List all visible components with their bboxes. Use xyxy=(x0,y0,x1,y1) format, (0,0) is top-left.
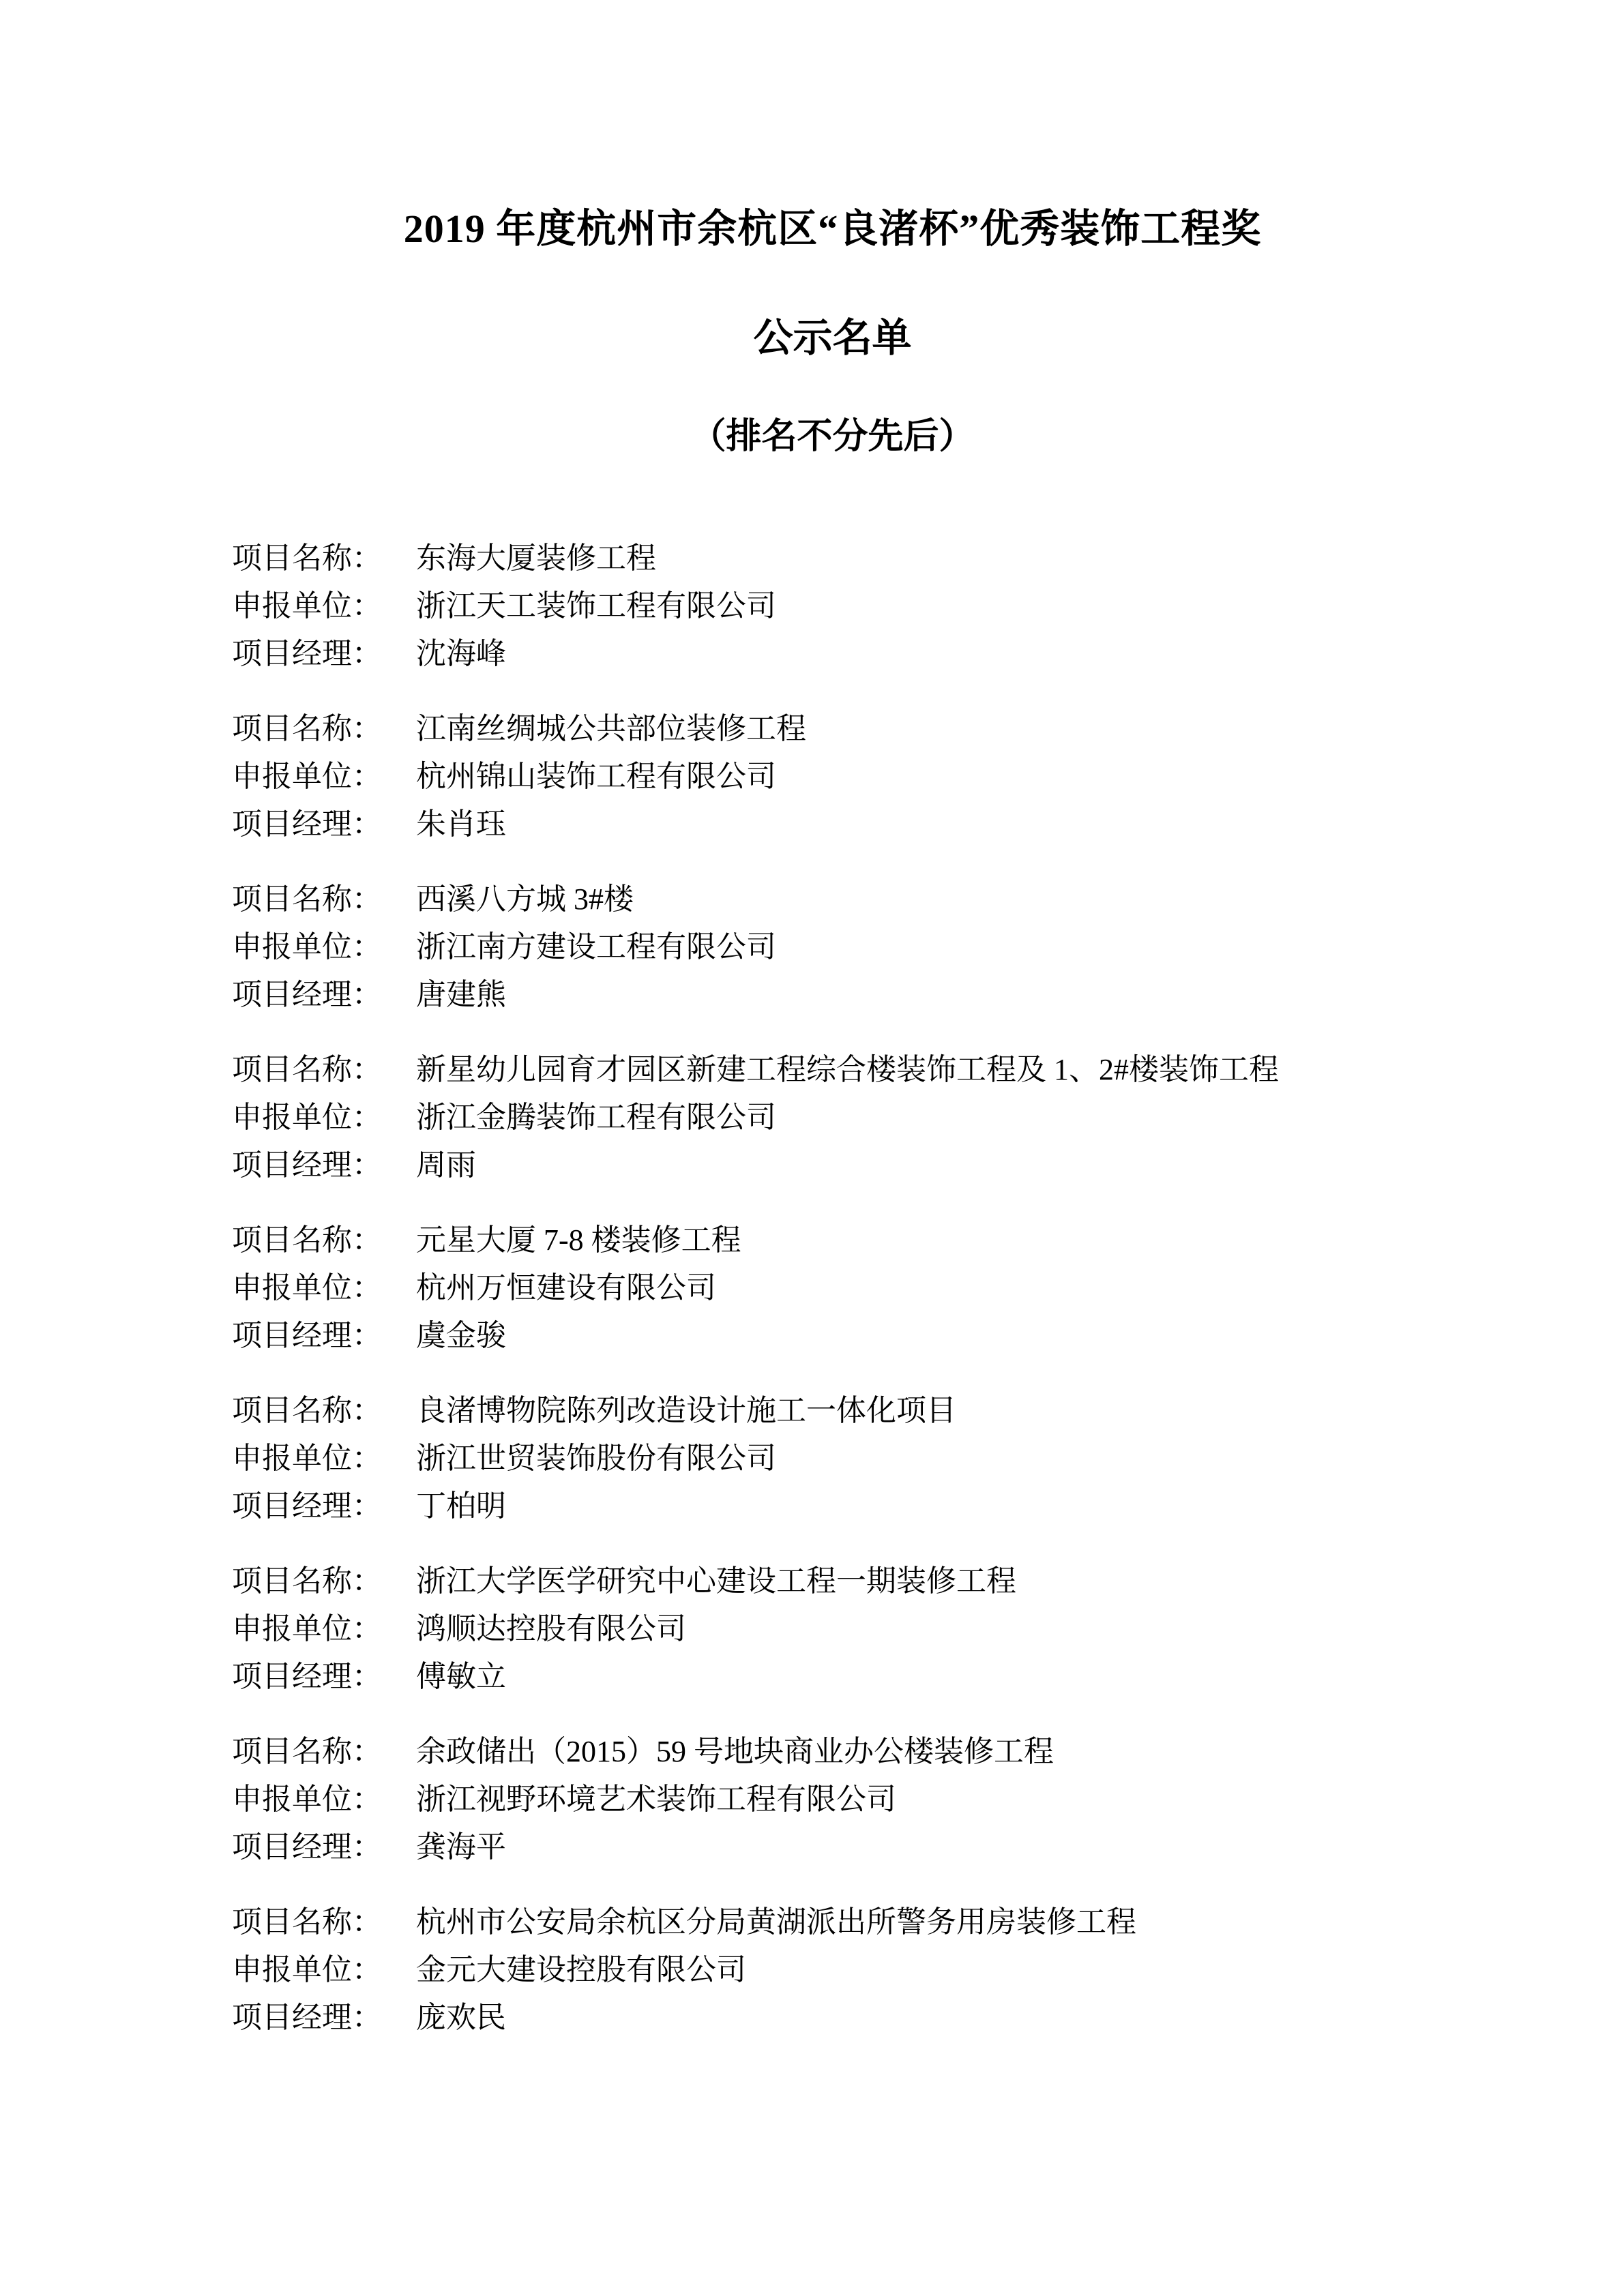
applicant-unit-value: 浙江天工装饰工程有限公司 xyxy=(416,589,776,623)
project-name-value: 新星幼儿园育才园区新建工程综合楼装饰工程及 1、2#楼装饰工程 xyxy=(416,1053,1279,1087)
project-entry xyxy=(232,1728,1433,1871)
project-name-value: 元星大厦 7-8 楼装修工程 xyxy=(416,1223,741,1257)
applicant-unit-label: 申报单位： xyxy=(232,1612,382,1646)
applicant-unit-label: 申报单位： xyxy=(232,1783,382,1817)
project-manager-label: 项目经理： xyxy=(232,1489,382,1523)
project-name-label: 项目名称： xyxy=(232,882,382,916)
applicant-unit-value: 杭州锦山装饰工程有限公司 xyxy=(416,760,776,794)
project-manager-line xyxy=(232,1482,1433,1530)
applicant-unit-label: 申报单位： xyxy=(232,1271,382,1305)
project-manager-label: 项目经理： xyxy=(232,637,382,671)
project-name-label: 项目名称： xyxy=(232,1053,382,1087)
applicant-unit-value: 鸿顺达控股有限公司 xyxy=(416,1612,686,1646)
applicant-unit-label: 申报单位： xyxy=(232,930,382,964)
project-name-label: 项目名称： xyxy=(232,1223,382,1257)
project-name-line xyxy=(232,1728,1433,1776)
project-manager-value: 朱肖珏 xyxy=(416,807,506,841)
project-manager-line xyxy=(232,1994,1433,2042)
project-entry xyxy=(232,1898,1433,2042)
project-name-label: 项目名称： xyxy=(232,1735,382,1769)
project-entry xyxy=(232,1046,1433,1189)
applicant-unit-line xyxy=(232,753,1433,801)
project-name-line xyxy=(232,1217,1433,1264)
project-name-label: 项目名称： xyxy=(232,1394,382,1428)
applicant-unit-label: 申报单位： xyxy=(232,1953,382,1987)
applicant-unit-label: 申报单位： xyxy=(232,760,382,794)
project-manager-value: 龚海平 xyxy=(416,1830,506,1864)
project-name-line xyxy=(232,876,1433,923)
project-name-label: 项目名称： xyxy=(232,1905,382,1939)
project-entry xyxy=(232,876,1433,1019)
project-name-line xyxy=(232,1046,1433,1094)
project-manager-value: 唐建熊 xyxy=(416,978,506,1012)
project-manager-line xyxy=(232,971,1433,1019)
applicant-unit-value: 浙江视野环境艺术装饰工程有限公司 xyxy=(416,1783,896,1817)
applicant-unit-value: 金元大建设控股有限公司 xyxy=(416,1953,746,1987)
project-manager-label: 项目经理： xyxy=(232,1148,382,1182)
project-name-value: 东海大厦装修工程 xyxy=(416,541,656,576)
project-entry xyxy=(232,1387,1433,1530)
project-name-line xyxy=(232,1387,1433,1435)
applicant-unit-line xyxy=(232,1435,1433,1482)
project-name-line xyxy=(232,535,1433,582)
project-entry xyxy=(232,1557,1433,1701)
project-name-value: 余政储出（2015）59 号地块商业办公楼装修工程 xyxy=(416,1735,1054,1769)
project-entry xyxy=(232,1217,1433,1360)
applicant-unit-label: 申报单位： xyxy=(232,589,382,623)
project-entry-list xyxy=(232,535,1433,2042)
project-manager-value: 傅敏立 xyxy=(416,1660,506,1694)
project-manager-label: 项目经理： xyxy=(232,1660,382,1694)
project-manager-line xyxy=(232,1653,1433,1701)
project-manager-label: 项目经理： xyxy=(232,807,382,841)
applicant-unit-label: 申报单位： xyxy=(232,1442,382,1476)
project-manager-value: 沈海峰 xyxy=(416,637,506,671)
project-manager-value: 周雨 xyxy=(416,1148,476,1182)
project-manager-label: 项目经理： xyxy=(232,1830,382,1864)
project-name-value: 良渚博物院陈列改造设计施工一体化项目 xyxy=(416,1394,956,1428)
project-entry xyxy=(232,705,1433,848)
project-name-value: 江南丝绸城公共部位装修工程 xyxy=(416,712,806,746)
project-manager-line xyxy=(232,801,1433,848)
project-manager-label: 项目经理： xyxy=(232,1319,382,1353)
applicant-unit-line xyxy=(232,582,1433,630)
document-subtitle: 公示名单 xyxy=(753,315,912,360)
project-name-line xyxy=(232,1557,1433,1605)
applicant-unit-line xyxy=(232,1776,1433,1823)
ranking-note: （排名不分先后） xyxy=(690,417,975,457)
project-manager-value: 庞欢民 xyxy=(416,2001,506,2035)
document-header xyxy=(232,205,1433,458)
applicant-unit-line xyxy=(232,1264,1433,1312)
applicant-unit-value: 浙江南方建设工程有限公司 xyxy=(416,930,776,964)
project-name-label: 项目名称： xyxy=(232,1564,382,1598)
applicant-unit-value: 杭州万恒建设有限公司 xyxy=(416,1271,716,1305)
project-name-line xyxy=(232,705,1433,753)
project-manager-line xyxy=(232,1823,1433,1871)
project-name-label: 项目名称： xyxy=(232,541,382,576)
applicant-unit-value: 浙江世贸装饰股份有限公司 xyxy=(416,1442,776,1476)
project-name-label: 项目名称： xyxy=(232,712,382,746)
applicant-unit-value: 浙江金腾装饰工程有限公司 xyxy=(416,1101,776,1135)
document-title: 2019 年度杭州市余杭区“良渚杯”优秀装饰工程奖 xyxy=(403,207,1262,251)
project-manager-line xyxy=(232,630,1433,678)
applicant-unit-line xyxy=(232,1946,1433,1994)
project-manager-line xyxy=(232,1312,1433,1360)
project-name-line xyxy=(232,1898,1433,1946)
project-name-value: 杭州市公安局余杭区分局黄湖派出所警务用房装修工程 xyxy=(416,1905,1136,1939)
applicant-unit-line xyxy=(232,923,1433,971)
project-manager-label: 项目经理： xyxy=(232,2001,382,2035)
project-name-value: 西溪八方城 3#楼 xyxy=(416,882,634,916)
applicant-unit-label: 申报单位： xyxy=(232,1101,382,1135)
project-entry xyxy=(232,535,1433,678)
project-manager-value: 丁柏明 xyxy=(416,1489,506,1523)
applicant-unit-line xyxy=(232,1094,1433,1142)
project-manager-line xyxy=(232,1142,1433,1189)
project-manager-label: 项目经理： xyxy=(232,978,382,1012)
project-name-value: 浙江大学医学研究中心建设工程一期装修工程 xyxy=(416,1564,1016,1598)
applicant-unit-line xyxy=(232,1605,1433,1653)
project-manager-value: 虞金骏 xyxy=(416,1319,506,1353)
